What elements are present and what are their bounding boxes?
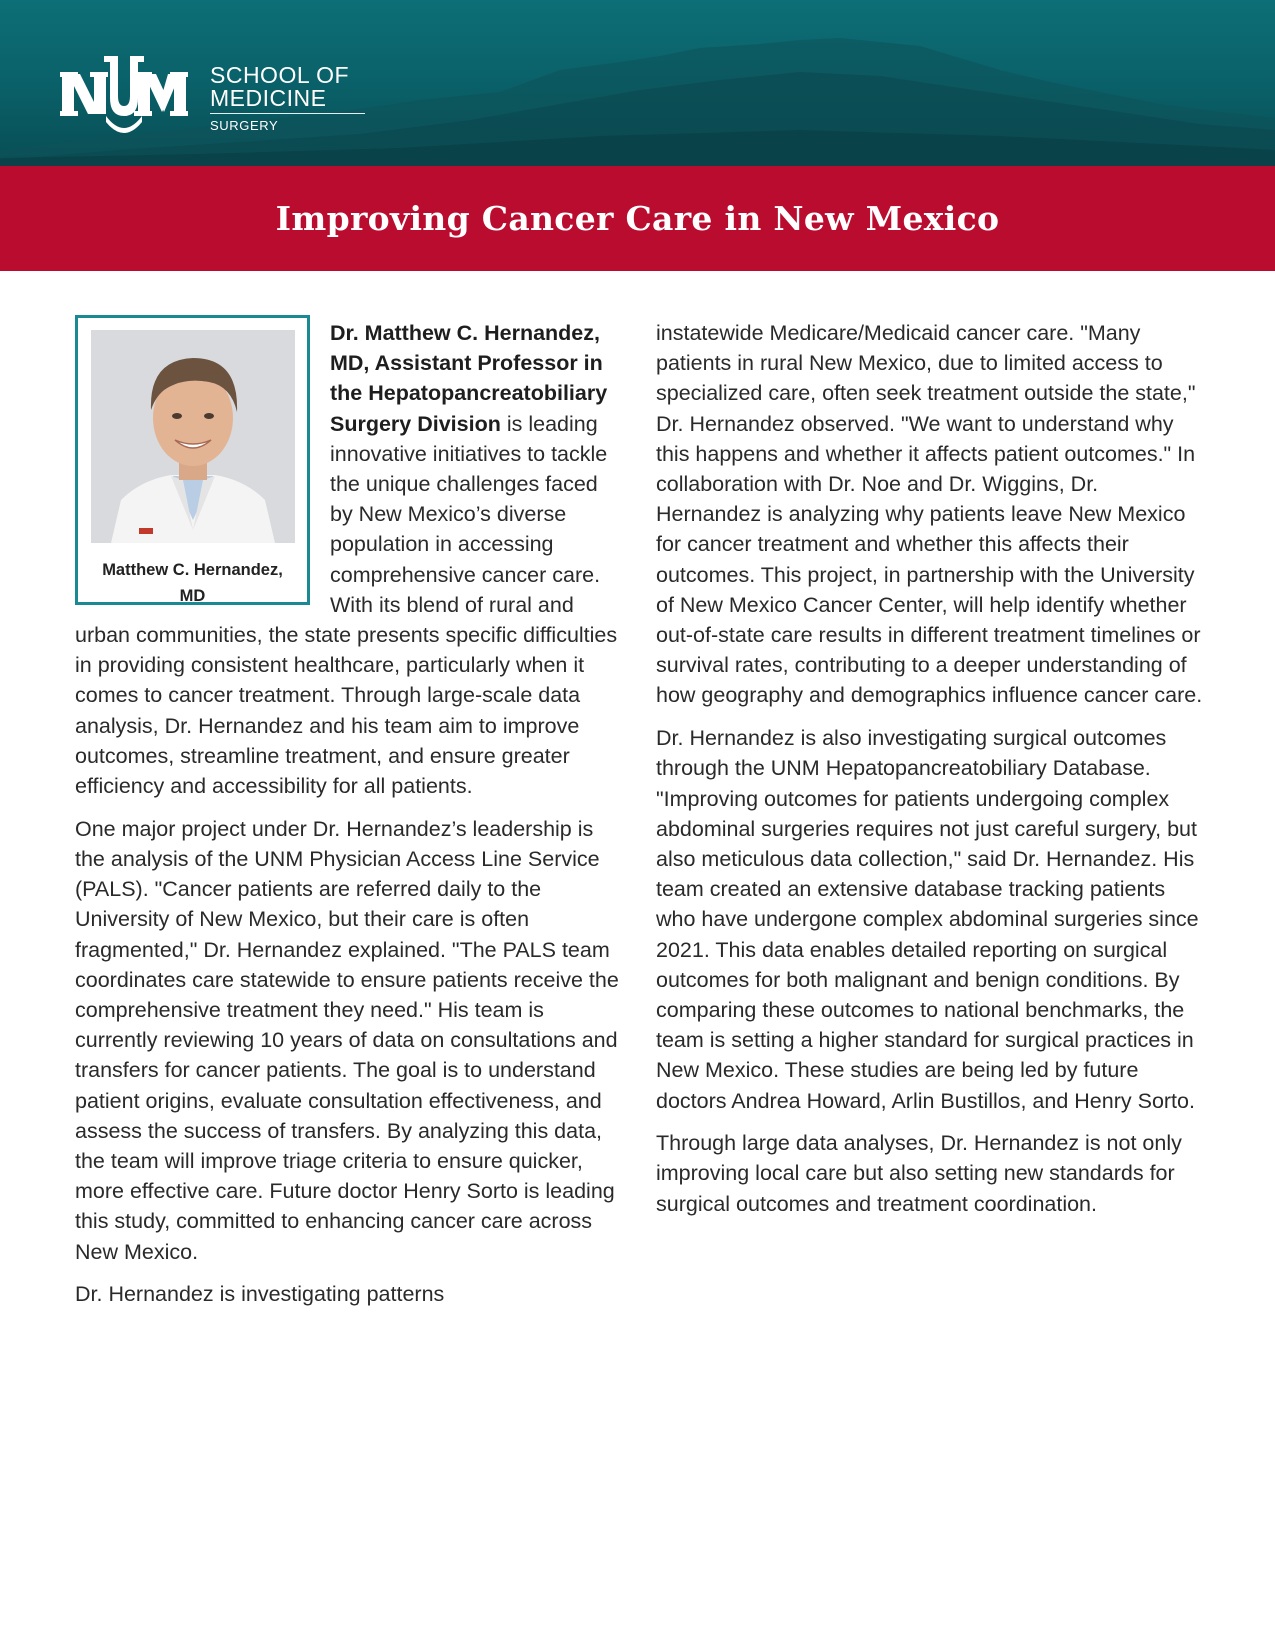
portrait-photo: [91, 330, 295, 543]
paragraph-patterns-start: Dr. Hernandez is investigating patterns: [75, 1282, 445, 1307]
paragraph-pals: One major project under Dr. Hernandez’s leadership is the analysis of the UNM Physician Access Line Service (PALS). "Cancer patients are referred daily to the University of New Mexico, but their care is often fragmented," Dr. Hernandez explained. "The PALS team coordinates care statewide to ensure patients receive the comprehensive treatment they need." His team is currently reviewing 10 years of data on consultations and transfers for cancer patients. The goal is to understand patient origins, evaluate consultation effectiveness, and assess the success of transfers. By analyzing this data, the team will improve triage criteria to ensure quicker, more effective care. Future doctor Henry Sorto is leading this study, committed to enhancing cancer care across New Mexico.: [75, 816, 619, 1264]
caption-degree: MD: [179, 587, 206, 605]
page-title: Improving Cancer Care in New Mexico: [275, 199, 1000, 238]
right-column: [656, 318, 1206, 1231]
logo-line-school-of: SCHOOL OF: [210, 62, 350, 88]
paragraph-hpb-database: Dr. Hernandez is also investigating surgical outcomes through the UNM Hepatopancreatobiliary Database. "Improving outcomes for patients undergoing complex abdominal surgeries requires not just careful surgery, but also meticulous data collection," said Dr. Hernandez. His team created an extensive database tracking patients who have undergone complex abdominal surgeries since 2021. This data enables detailed reporting on surgical outcomes for both malignant and benign conditions. By comparing these outcomes to national benchmarks, the team is setting a higher standard for surgical practices in New Mexico. These studies are being led by future doctors Andrea Howard, Arlin Bustillos, and Henry Sorto.: [656, 726, 1199, 1113]
logo-line-medicine: MEDICINE: [210, 85, 327, 111]
mountain-background: [0, 0, 1275, 166]
title-banner: [0, 166, 1275, 271]
header-banner: [0, 0, 1275, 166]
intro-text: is leading innovative initiatives to tackle the unique challenges faced by New Mexico’s diverse population in accessing comprehensive cancer care. With its blend of rural and urban communities, the state presents specific difficulties in providing consistent healthcare, particularly when it comes to cancer treatment. Through large-scale data analysis, Dr. Hernandez and his team aim to improve outcomes, streamline treatment, and ensure greater efficiency and accessibility for all patients.: [75, 411, 618, 799]
portrait-caption: [78, 557, 307, 609]
intro-bold-lead: Dr. Matthew C. Hernandez, MD, Assistant Professor in the Hepatopancreatobiliary Surgery Division: [330, 321, 608, 436]
portrait-card: [75, 315, 310, 605]
left-column: [75, 318, 620, 1322]
logo-line-surgery: SURGERY: [210, 118, 279, 133]
caption-name: Matthew C. Hernandez,: [102, 561, 283, 579]
logo-divider: [210, 113, 365, 114]
paragraph-patterns-continued: instatewide Medicare/Medicaid cancer care. "Many patients in rural New Mexico, due to limited access to specialized care, often seek treatment outside the state," Dr. Hernandez observed. "We want to understand why this happens and whether it affects patient outcomes." In collaboration with Dr. Noe and Dr. Wiggins, Dr. Hernandez is analyzing why patients leave New Mexico for cancer treatment and whether this affects their outcomes. This project, in partnership with the University of New Mexico Cancer Center, will help identify whether out-of-state care results in different treatment timelines or survival rates, contributing to a deeper understanding of how geography and demographics influence cancer care.: [656, 321, 1203, 708]
paragraph-conclusion: Through large data analyses, Dr. Hernandez is not only improving local care but also setting new standards for surgical outcomes and treatment coordination.: [656, 1131, 1182, 1216]
unm-logo-icon: [60, 56, 190, 140]
logo-wordmark: [210, 64, 365, 133]
